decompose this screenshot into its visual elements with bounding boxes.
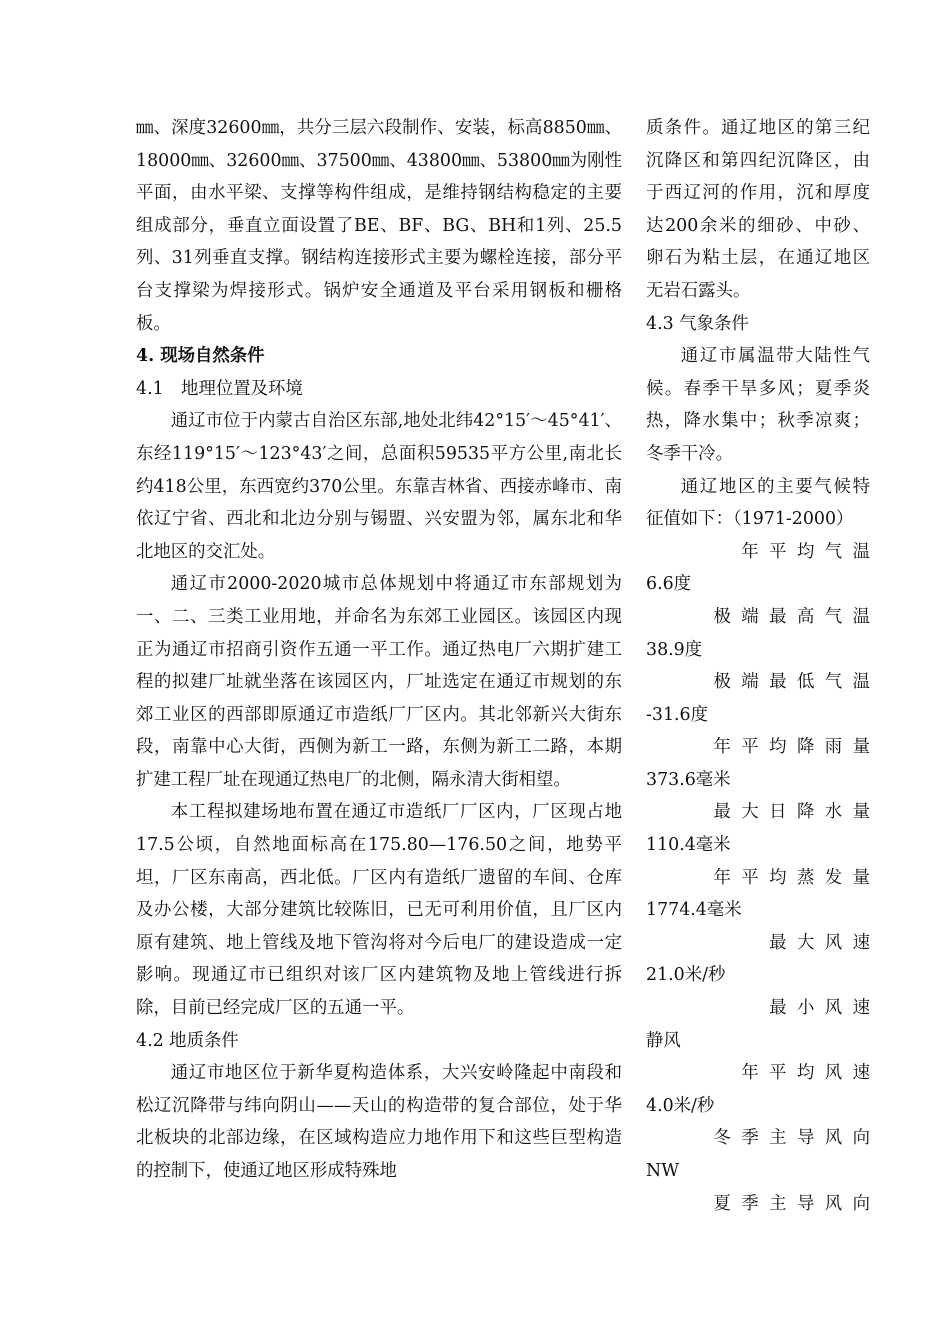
right-paragraph-6: 极端最高气温 xyxy=(713,606,881,627)
right-paragraph-9: -31.6度 xyxy=(646,704,708,725)
right-paragraph-15: 1774.4毫米 xyxy=(646,900,742,921)
left-paragraph-3: 通辽市位于内蒙古自治区东部,地处北纬42°15′～45°41′、东经119°15′～123°43′之间，总面积59535平方公里,南北长约418公里，东西宽约370公里。东靠吉林省、西接赤峰市、南依辽宁省、西北和北边分别与锡盟、兴安盟为邻，属东北和华北地区的交汇处。 xyxy=(136,411,622,562)
right-paragraph-21: 4.0米/秒 xyxy=(646,1095,715,1116)
left-paragraph-7: 通辽市地区位于新华夏构造体系，大兴安岭隆起中南段和松辽沉降带与纬向阴山——天山的构造带的复合部位，处于华北板块的北部边缘，在区域构造应力地作用下和这些巨型构造的控制下，使通辽地区形成特殊地 xyxy=(136,1063,622,1181)
right-paragraph-8: 极端最低气温 xyxy=(713,672,881,693)
right-paragraph-7: 38.9度 xyxy=(646,639,703,660)
right-paragraph-11: 373.6毫米 xyxy=(646,769,731,790)
right-paragraph-23: NW xyxy=(646,1161,680,1181)
left-paragraph-4: 通辽市2000-2020城市总体规划中将通辽市东部规划为一、二、三类工业用地，并命名为东郊工业园区。该园区内现正为通辽市招商引资作五通一平工作。通辽热电厂六期扩建工程的拟建厂址就坐落在该园区内，厂址选定在通辽市规划的东郊工业区的西部即原通辽市造纸厂厂区内。其北邻新兴大街东段，南靠中心大街，西侧为新工一路，东侧为新工二路，本期扩建工程厂址在现通辽热电厂的北侧，隔永清大街相望。 xyxy=(136,574,622,790)
right-paragraph-22: 冬季主导风向 xyxy=(713,1128,881,1149)
right-paragraph-16: 最大风速 xyxy=(769,932,881,953)
right-paragraph-18: 最小风速 xyxy=(769,998,881,1019)
left-paragraph-0: ㎜、深度32600㎜，共分三层六段制作、安装，标高8850㎜、18000㎜、32600㎜、37500㎜、43800㎜、53800㎜为刚性平面，由水平梁、支撑等构件组成，是维持钢结构稳定的主要组成部分，垂直立面设置了BE、BF、BG、BH和1列、25.5列、31列垂直支撑。钢结构连接形式主要为螺栓连接，部分平台支撑梁为焊接形式。锅炉安全通道及平台采用钢板和栅格板。 xyxy=(136,118,622,334)
right-paragraph-2: 通辽市属温带大陆性气候。春季干旱多风；夏季炎热，降水集中；秋季凉爽；冬季干冷。 xyxy=(646,346,870,464)
right-paragraph-5: 6.6度 xyxy=(646,574,692,595)
left-text-column xyxy=(136,112,622,1188)
left-paragraph-6: 4.2 地质条件 xyxy=(136,1030,239,1051)
right-paragraph-0: 质条件。通辽地区的第三纪沉降区和第四纪沉降区，由于西辽河的作用，沉和厚度达200余米的细砂、中砂、卵石为粘土层，在通辽地区无岩石露头。 xyxy=(646,118,870,301)
left-paragraph-2: 4.1 地理位置及环境 xyxy=(136,378,303,399)
right-paragraph-17: 21.0米/秒 xyxy=(646,965,726,986)
left-paragraph-1: 4. 现场自然条件 xyxy=(136,346,265,367)
right-paragraph-12: 最大日降水量 xyxy=(713,802,881,823)
right-paragraph-4: 年平均气温 xyxy=(741,541,881,562)
right-paragraph-14: 年平均蒸发量 xyxy=(713,867,881,888)
right-paragraph-13: 110.4毫米 xyxy=(646,835,731,856)
right-paragraph-20: 年平均风速 xyxy=(741,1063,881,1084)
right-paragraph-3: 通辽地区的主要气候特征值如下：（1971-2000） xyxy=(646,476,870,530)
right-paragraph-19: 静风 xyxy=(646,1030,681,1051)
right-paragraph-24: 夏季主导风向 xyxy=(713,1193,881,1214)
right-paragraph-1: 4.3 气象条件 xyxy=(646,313,749,334)
right-paragraph-10: 年平均降雨量 xyxy=(713,737,881,758)
left-paragraph-5: 本工程拟建场地布置在通辽市造纸厂厂区内，厂区现占地17.5公顷，自然地面标高在175.80—176.50之间，地势平坦，厂区东南高，西北低。厂区内有造纸厂遗留的车间、仓库及办公楼，大部分建筑比较陈旧，已无可利用价值，且厂区内原有建筑、地上管线及地下管沟将对今后电厂的建设造成一定影响。现通辽市已组织对该厂区内建筑物及地上管线进行拆除，目前已经完成厂区的五通一平。 xyxy=(136,802,622,1019)
right-text-column xyxy=(646,112,881,1220)
